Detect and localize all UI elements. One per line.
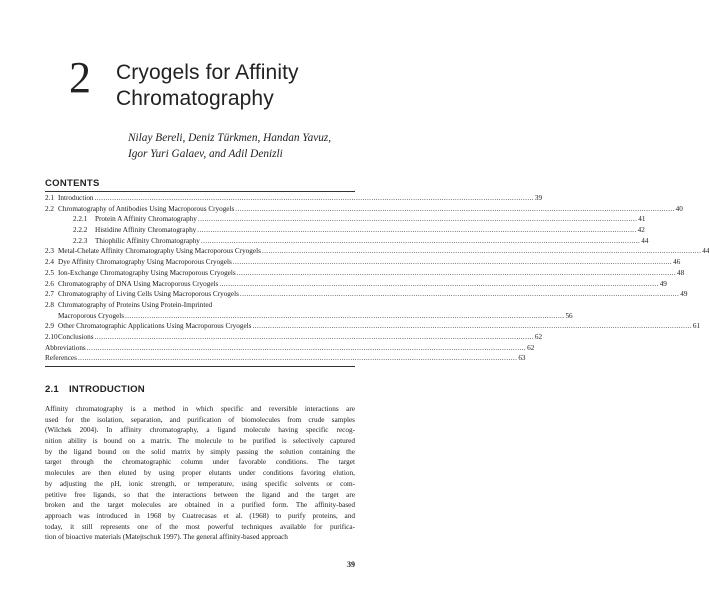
toc-entry-title: Macroporous Cryogels bbox=[58, 311, 125, 320]
section-body bbox=[45, 404, 355, 543]
toc-entry-title: Chromatography of Proteins Using Protein-Imprinted bbox=[58, 300, 213, 309]
toc-entry-number: 2.6 bbox=[45, 279, 54, 288]
body-text-line: (Wilchek 2004). In affinity chromatography, a ligand molecule having specific recog- bbox=[45, 426, 355, 435]
toc-leader-dots: ........................................................................................................................................................................................................ bbox=[94, 332, 534, 341]
toc-entry bbox=[45, 193, 543, 204]
body-text-line: by adjusting the pH, ionic strength, or temperature, using specific solvents or com- bbox=[45, 479, 355, 488]
body-text-line: target through the chromatographic column under favorable conditions. The target bbox=[45, 458, 355, 467]
toc-entry-page: 44 bbox=[641, 236, 649, 245]
section-heading bbox=[45, 384, 145, 395]
authors-line: Nilay Bereli, Deniz Türkmen, Handan Yavuz, bbox=[128, 132, 332, 144]
toc-entry-number: 2.2.3 bbox=[73, 236, 88, 245]
chapter-authors bbox=[128, 130, 331, 162]
body-text-line: today, it still represents one of the most powerful techniques available for purifica- bbox=[45, 522, 355, 531]
body-text-line: Affinity chromatography is a method in which specific and reversible interactions are bbox=[45, 405, 355, 413]
toc-entry-title: References bbox=[45, 354, 77, 363]
toc-entry-title: Introduction bbox=[58, 194, 94, 202]
toc-entry-page: 63 bbox=[518, 354, 526, 363]
toc-entry-page: 62 bbox=[527, 343, 535, 352]
chapter-number: 2 bbox=[69, 53, 91, 102]
toc-entry-title: Chromatography of Living Cells Using Macroporous Cryogels bbox=[58, 290, 239, 299]
toc-entry bbox=[45, 246, 709, 257]
toc-leader-dots: ........................................................................................................................................................................................................ bbox=[235, 204, 675, 213]
toc-entry bbox=[45, 289, 688, 300]
toc-entry-number: 2.9 bbox=[45, 322, 54, 331]
toc-leader-dots: ........................................................................................................................................................................................................ bbox=[125, 311, 565, 320]
chapter-header bbox=[69, 53, 369, 120]
toc-entry-number: 2.2 bbox=[45, 204, 54, 213]
toc-entry-title: Other Chromatographic Applications Using Macroporous Cryogels bbox=[58, 322, 252, 331]
toc-entry-number: 2.4 bbox=[45, 258, 54, 267]
toc-entry bbox=[45, 343, 535, 354]
toc-entry-number: 2.2.1 bbox=[73, 215, 88, 224]
toc-leader-dots: ........................................................................................................................................................................................................ bbox=[239, 290, 680, 299]
toc-leader-dots: ........................................................................................................................................................................................................ bbox=[77, 354, 518, 363]
toc-leader-dots: ........................................................................................................................................................................................................ bbox=[94, 194, 534, 202]
toc-entry bbox=[45, 279, 667, 290]
toc-leader-dots: ........................................................................................................................................................................................................ bbox=[86, 343, 527, 352]
toc-entry-title: Dye Affinity Chromatography Using Macroporous Cryogels bbox=[58, 258, 232, 267]
toc-leader-dots: ........................................................................................................................................................................................................ bbox=[200, 236, 641, 245]
toc-entry-page: 42 bbox=[637, 226, 645, 235]
toc-entry bbox=[45, 332, 543, 343]
toc-entry-title: Protein A Affinity Chromatography bbox=[95, 215, 197, 224]
toc-entry bbox=[45, 353, 526, 364]
toc-entry-page: 62 bbox=[534, 332, 543, 341]
toc-leader-dots: ........................................................................................................................................................................................................ bbox=[197, 215, 638, 224]
toc-entry-page: 44 bbox=[702, 247, 709, 256]
toc-entry-title: Chromatography of Antibodies Using Macroporous Cryogels bbox=[58, 204, 235, 213]
toc-leader-dots: ........................................................................................................................................................................................................ bbox=[219, 279, 659, 288]
toc-entry-title: Ion-Exchange Chromatography Using Macroporous Cryogels bbox=[58, 268, 236, 277]
page-number: 39 bbox=[347, 560, 355, 569]
toc-leader-dots: ........................................................................................................................................................................................................ bbox=[236, 268, 677, 277]
body-text-line: molecules are then eluted by using proper elutants under conditions favoring elution, bbox=[45, 469, 355, 478]
chapter-title-line: Chromatography bbox=[116, 87, 274, 110]
toc-entry-title: Abbreviations bbox=[45, 343, 86, 352]
toc-entry bbox=[45, 257, 681, 268]
toc-leader-dots: ........................................................................................................................................................................................................ bbox=[232, 258, 673, 267]
toc-entry-page: 40 bbox=[675, 204, 683, 213]
contents-top-rule bbox=[45, 191, 355, 192]
toc-entry-title: Thiophilic Affinity Chromatography bbox=[95, 236, 200, 245]
toc-entry-page: 56 bbox=[565, 311, 573, 320]
body-text-line: petitive free ligands, so that the interactions between the ligand and the target are bbox=[45, 490, 355, 499]
table-of-contents bbox=[45, 193, 709, 364]
chapter-title-line: Cryogels for Affinity bbox=[116, 61, 299, 84]
toc-leader-dots: ........................................................................................................................................................................................................ bbox=[197, 226, 637, 235]
toc-entry bbox=[45, 225, 645, 236]
toc-entry-number: 2.2.2 bbox=[73, 226, 88, 235]
toc-entry bbox=[45, 204, 683, 215]
toc-entry bbox=[45, 268, 685, 279]
toc-entry-title: Histidine Affinity Chromatography bbox=[95, 226, 197, 235]
toc-entry bbox=[45, 321, 700, 332]
toc-entry-number: 2.10 bbox=[45, 332, 58, 341]
toc-entry-title: Conclusions bbox=[58, 332, 94, 341]
toc-entry bbox=[45, 311, 573, 322]
toc-leader-dots: ........................................................................................................................................................................................................ bbox=[252, 322, 692, 331]
toc-entry-number: 2.1 bbox=[45, 194, 54, 202]
toc-entry bbox=[45, 214, 646, 225]
toc-entry-page: 48 bbox=[677, 268, 685, 277]
contents-bottom-rule bbox=[45, 366, 355, 367]
section-number: 2.1 bbox=[45, 384, 59, 395]
toc-entry bbox=[45, 236, 649, 247]
toc-entry-page: 61 bbox=[692, 322, 700, 331]
toc-leader-dots: ........................................................................................................................................................................................................ bbox=[261, 247, 702, 256]
section-title: INTRODUCTION bbox=[68, 384, 145, 395]
toc-entry-number: 2.7 bbox=[45, 290, 54, 299]
toc-entry-page: 49 bbox=[680, 290, 688, 299]
toc-entry-number: 2.5 bbox=[45, 268, 54, 277]
chapter-title bbox=[116, 60, 299, 112]
body-text-line: used for the isolation, separation, and purification of biomolecules from crude samples bbox=[45, 415, 355, 424]
body-text-line: nition ability is bound on a matrix. The molecule to be purified is selectively captured bbox=[45, 437, 355, 446]
toc-entry-title: Metal-Chelate Affinity Chromatography Using Macroporous Cryogels bbox=[58, 247, 261, 256]
toc-entry-number: 2.3 bbox=[45, 247, 54, 256]
toc-entry-number: 2.8 bbox=[45, 300, 54, 309]
authors-line: Igor Yuri Galaev, and Adil Denizli bbox=[128, 148, 283, 160]
toc-entry-page: 46 bbox=[673, 258, 681, 267]
toc-entry-page: 39 bbox=[534, 194, 543, 202]
body-text-line: broken and the target molecules are obtained in a purified form. The affinity-based bbox=[45, 501, 355, 510]
body-text-line: tion of bioactive materials (Matejtschuk 1997). The general affinity-based approach bbox=[45, 533, 288, 542]
toc-entry-title: Chromatography of DNA Using Macroporous Cryogels bbox=[58, 279, 219, 288]
contents-heading: CONTENTS bbox=[45, 178, 100, 189]
toc-entry bbox=[45, 300, 355, 311]
body-text-line: approach was introduced in 1968 by Cuatrecasas et al. (1968) to purify proteins, and bbox=[45, 511, 355, 520]
toc-entry-page: 49 bbox=[659, 279, 667, 288]
toc-entry-page: 41 bbox=[638, 215, 646, 224]
body-text-line: by the ligand bound on the solid matrix by simply passing the solution containing the bbox=[45, 447, 355, 456]
